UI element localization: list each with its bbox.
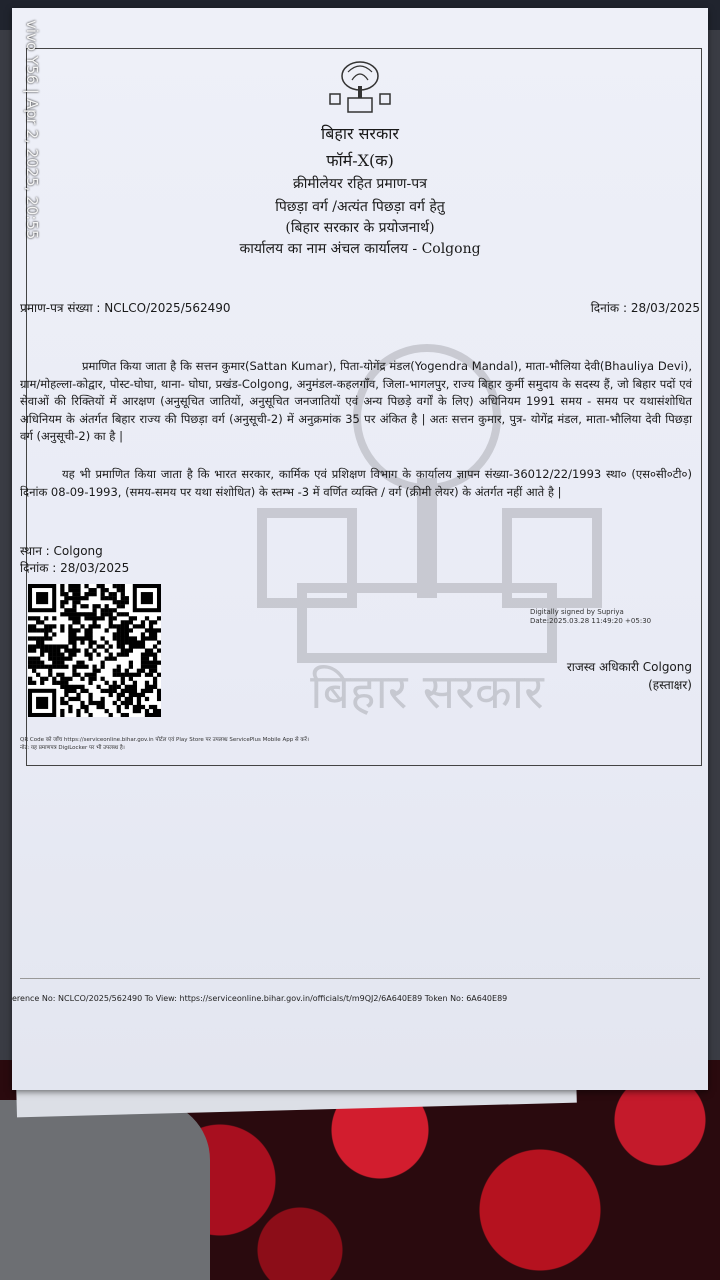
digital-signature-date: Date:2025.03.28 11:49:20 +05:30 [530, 617, 652, 625]
certificate-paragraph-1: प्रमाणित किया जाता है कि सत्तन कुमार(Sattan Kumar), पिता-योगेंद्र मंडल(Yogendra Mandal), माता-भौलिया देवी(Bhauliya Devi), ग्राम/मोहल्ला-कोद्वार, पोस्ट-घोघा, थाना- घोघा, प्रखंड-Colgong, अनुमंडल-कहलगाँव, जिला-भागलपुर, राज्य बिहार कुर्मी समुदाय के सदस्य हैं, जो बिहार पदों एवं सेवाओं की रिक्तियों में आरक्षण (अनुसूचित जातियों, अनुसूचित जनजातियों एवं अन्य पिछड़े वर्गों के लिए) अधिनियम 1991 समय - समय पर यथासंशोधित अधिनियम के अंतर्गत बिहार राज्य की पिछड़ा वर्ग (अनुसूची-2) में अनुक्रमांक 35 पर अंकित है | अतः सत्तन कुमार, पुत्र- योगेंद्र मंडल, माता-भौलिया देवी पिछड़ा वर्ग (अनुसूची-2) का है | [20, 359, 692, 443]
certificate-date: दिनांक : 28/03/2025 [590, 301, 700, 315]
officer-title: राजस्व अधिकारी Colgong [566, 660, 692, 674]
verification-note [20, 736, 309, 752]
camera-timestamp-text: vivo Y56 | Apr 2, 2025, 20:55 [23, 20, 41, 240]
bihar-emblem-icon [322, 58, 398, 120]
header-certificate-type: क्रीमीलेयर रहित प्रमाण-पत्र [293, 176, 427, 192]
header-government: बिहार सरकार [321, 124, 399, 143]
place-date: दिनांक : 28/03/2025 [20, 561, 130, 575]
officer-block [567, 658, 692, 694]
header-form: फॉर्म-X(क) [326, 151, 394, 170]
footer-divider [20, 978, 700, 979]
qr-verification-note: QR Code को जाँच https://serviceonline.bihar.gov.in पोर्टल एवं Play Store पर उपलब्ध ServicePlus Mobile App से करें। [20, 737, 309, 743]
place: स्थान : Colgong [20, 544, 103, 558]
digital-signature [530, 608, 651, 626]
certificate-paragraph-2: यह भी प्रमाणित किया जाता है कि भारत सरकार, कार्मिक एवं प्रशिक्षण विभाग के कार्यालय ज्ञापन संख्या-36012/22/1993 स्था० (एस०सी०टी०) दिनांक 08-09-1993, (समय-समय पर यथा संशोधित) के स्तम्भ -3 में वर्णित व्यक्ति / वर्ग (क्रीमी लेयर) के अंतर्गत नहीं आते है | [20, 467, 692, 499]
certificate-paper [12, 8, 708, 1090]
digilocker-note: नोट: यह प्रमाणपत्र DigiLocker पर भी उपलब्ध है। [20, 745, 125, 751]
header-category: पिछड़ा वर्ग /अत्यंत पिछड़ा वर्ग हेतु [275, 199, 445, 215]
header-office: कार्यालय का नाम अंचल कार्यालय - Colgong [239, 241, 481, 257]
officer-signature-label: (हस्ताक्षर) [648, 678, 692, 692]
reference-footer: erence No: NCLCO/2025/562490 To View: https://serviceonline.bihar.gov.in/officials/t/m9QJ2/6A640E89 Token No: 6A640E89 [12, 994, 508, 1003]
camera-timestamp [7, 20, 47, 240]
background-cloth [0, 1100, 210, 1280]
header-purpose: (बिहार सरकार के प्रयोजनार्थ) [285, 220, 435, 236]
watermark-text: बिहार सरकार [310, 664, 544, 718]
digital-signature-name: Digitally signed by Supriya [530, 608, 624, 616]
qr-code [28, 584, 161, 717]
certificate-number: प्रमाण-पत्र संख्या : NCLCO/2025/562490 [20, 301, 231, 315]
